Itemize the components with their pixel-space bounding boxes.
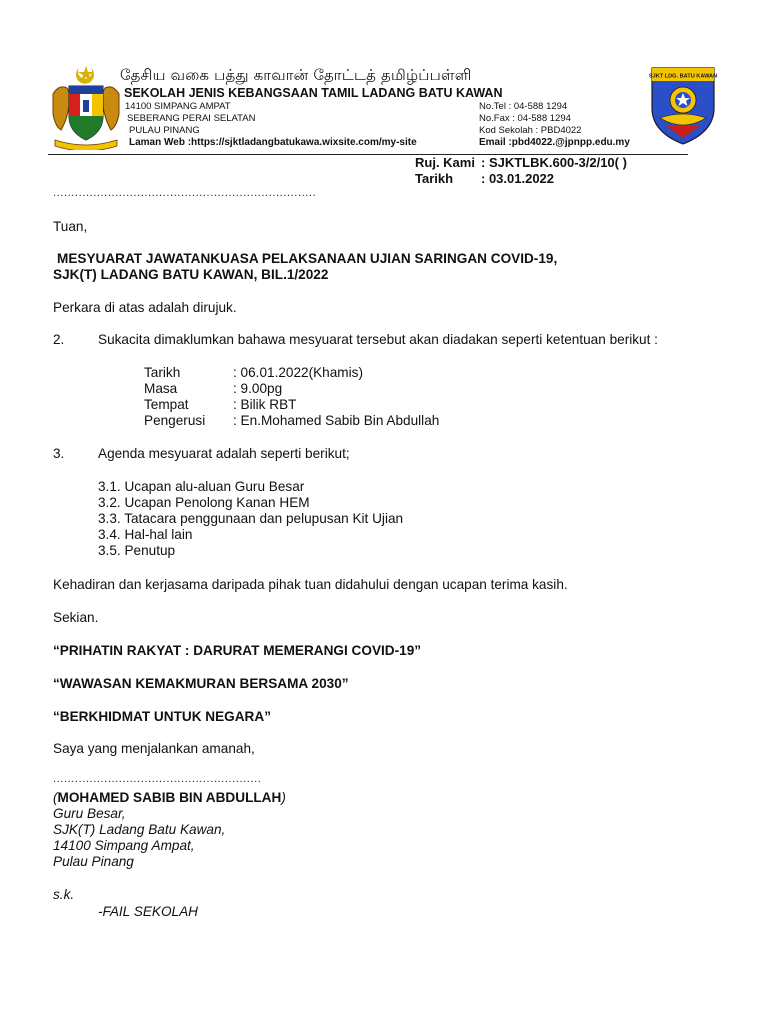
slogan: “PRIHATIN RAKYAT : DARURAT MEMERANGI COVID-19” <box>53 643 422 658</box>
subject-line-2: SJK(T) LADANG BATU KAWAN, BIL.1/2022 <box>53 267 329 282</box>
signatory-state: Pulau Pinang <box>53 854 134 869</box>
paragraph-number: 2. <box>53 332 65 347</box>
closing-paragraph: Kehadiran dan kerjasama daripada pihak tuan didahului dengan ucapan terima kasih. <box>53 577 568 592</box>
sekian-text: Sekian. <box>53 610 99 625</box>
detail-value: : Bilik RBT <box>233 397 297 412</box>
agenda-item: 3.3. Tatacara penggunaan dan pelupusan Kit Ujian <box>98 511 404 526</box>
detail-value: : 06.01.2022(Khamis) <box>233 365 363 380</box>
school-code: Kod Sekolah : PBD4022 <box>479 125 582 136</box>
detail-value: : 9.00pg <box>233 381 283 396</box>
salutation: Tuan, <box>53 219 88 234</box>
recipient-line: ........................................................................ <box>53 187 317 199</box>
agenda-item: 3.5. Penutup <box>98 543 176 558</box>
signatory-name: MOHAMED SABIB BIN ABDULLAH <box>57 790 282 805</box>
signatory-school: SJK(T) Ladang Batu Kawan, <box>53 822 226 837</box>
address-line: 14100 SIMPANG AMPAT <box>125 101 231 112</box>
paragraph-number: 3. <box>53 446 65 461</box>
detail-label: Masa <box>144 381 178 396</box>
detail-label: Tempat <box>144 397 189 412</box>
amanah-text: Saya yang menjalankan amanah, <box>53 741 255 756</box>
close-paren: ) <box>281 790 286 805</box>
school-name-tamil: தேசிய வகை பத்து காவான் தோட்டத் தமிழ்ப்பள்ளி <box>120 66 472 84</box>
paragraph-2: Sukacita dimaklumkan bahawa mesyuarat tersebut akan diadakan seperti ketentuan berikut : <box>98 332 658 347</box>
malaysia-coat-of-arms-icon <box>49 64 123 150</box>
signatory-address: 14100 Simpang Ampat, <box>53 838 195 853</box>
address-line: SEBERANG PERAI SELATAN <box>127 113 256 124</box>
slogan: “WAWASAN KEMAKMURAN BERSAMA 2030” <box>53 676 349 691</box>
website-link[interactable]: Laman Web :https://sjktladangbatukawa.wixsite.com/my-site <box>129 137 417 148</box>
reference-label: Ruj. Kami <box>415 155 475 170</box>
school-name: SEKOLAH JENIS KEBANGSAAN TAMIL LADANG BATU KAWAN <box>124 86 503 100</box>
letter-date: : 03.01.2022 <box>481 171 555 186</box>
school-badge-icon <box>648 64 718 148</box>
address-line: PULAU PINANG <box>129 125 200 136</box>
subject-line-1: MESYUARAT JAWATANKUASA PELAKSANAAN UJIAN SARINGAN COVID-19, <box>57 251 558 266</box>
reference-number: : SJKTLBK.600-3/2/10( ) <box>481 155 627 170</box>
paragraph-3: Agenda mesyuarat adalah seperti berikut; <box>98 446 350 461</box>
slogan: “BERKHIDMAT UNTUK NEGARA” <box>53 709 271 724</box>
email-link[interactable]: Email :pbd4022.@jpnpp.edu.my <box>479 137 630 148</box>
agenda-item: 3.1. Ucapan alu-aluan Guru Besar <box>98 479 305 494</box>
fax-number: No.Fax : 04-588 1294 <box>479 113 571 124</box>
signatory-name-block <box>53 790 286 805</box>
cc-label: s.k. <box>53 887 75 902</box>
signature-line: ......................................................... <box>53 773 262 785</box>
badge-text: SJKT LDG. BATU KAWAN <box>648 73 718 80</box>
agenda-item: 3.2. Ucapan Penolong Kanan HEM <box>98 495 310 510</box>
cc-item: -FAIL SEKOLAH <box>98 904 198 919</box>
open-paren: ( <box>53 790 58 805</box>
phone-number: No.Tel : 04-588 1294 <box>479 101 568 112</box>
date-label: Tarikh <box>415 171 454 186</box>
detail-label: Pengerusi <box>144 413 206 428</box>
detail-value: : En.Mohamed Sabib Bin Abdullah <box>233 413 440 428</box>
intro-paragraph: Perkara di atas adalah dirujuk. <box>53 300 237 315</box>
detail-label: Tarikh <box>144 365 181 380</box>
signatory-title: Guru Besar, <box>53 806 126 821</box>
agenda-item: 3.4. Hal-hal lain <box>98 527 193 542</box>
